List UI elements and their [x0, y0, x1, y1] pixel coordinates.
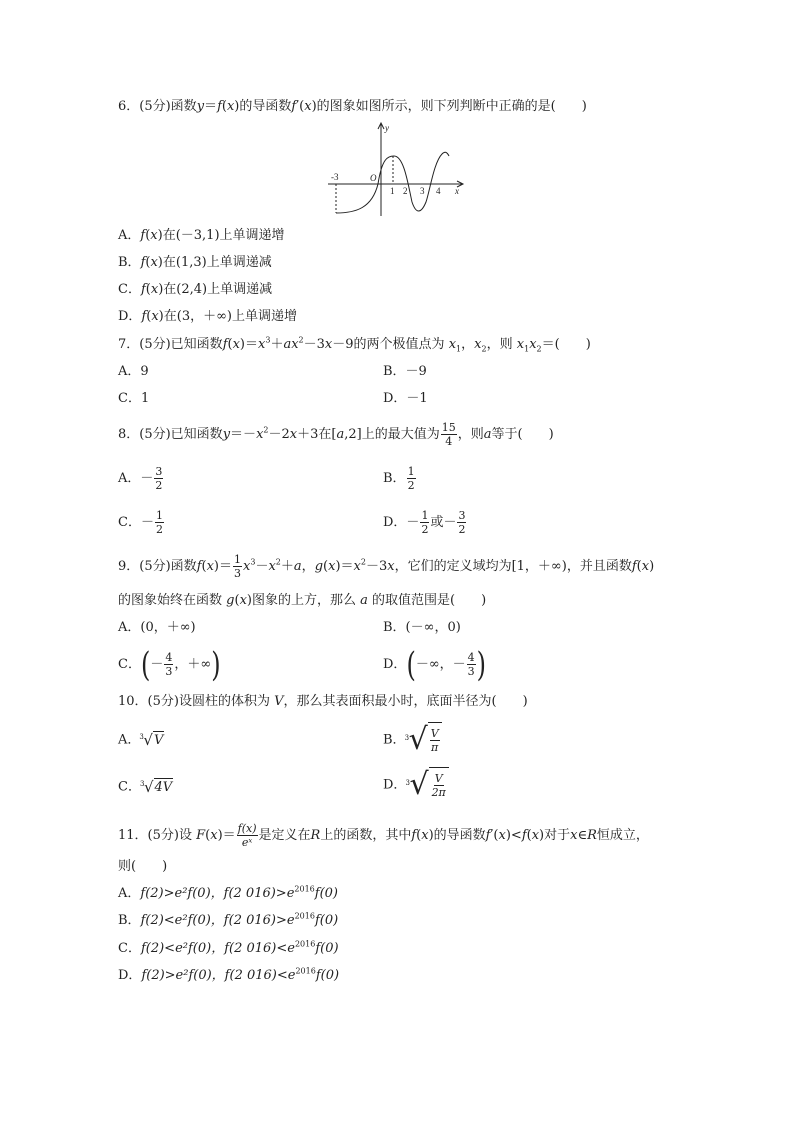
q10-stem: 10．(5分)设圆柱的体积为 V，那么其表面积最小时，底面半径为( ) [118, 694, 528, 709]
q9-option-b[interactable]: B．(－∞，0) [383, 620, 461, 635]
tick-label-3: 3 [420, 186, 425, 196]
q11-option-c[interactable]: C．f(2)<e²f(0)，f(2 $016)<e^{2016}f(0)$ [118, 939, 339, 956]
tick-label-neg3: -3 [331, 172, 339, 182]
tick-label-2: 2 [403, 186, 408, 196]
q7-option-d[interactable]: D．－1 [383, 391, 428, 406]
q10-option-c[interactable]: C． 3 √ 4V [118, 778, 173, 796]
q9-option-a[interactable]: A．(0，＋∞) [118, 620, 196, 635]
derivative-graph [326, 118, 472, 220]
q8-option-d[interactable]: D．－ $\frac{1}{2}$ 或－ $\frac{3}{2}$ [383, 509, 466, 536]
q7-option-a[interactable]: A．9 [118, 364, 149, 379]
q11-option-b[interactable]: B．f(2)<e²f(0)，f(2 $016)>e^{2016}f(0)$ [118, 911, 339, 928]
q7-option-b[interactable]: B．－9 [383, 364, 427, 379]
q6-option-d[interactable]: D．f(x)在(3，＋∞)上单调递增 [118, 309, 297, 324]
q8-stem: 8．(5分)已知函数$y=-x^2-2x+3$在[a,2]上的最大值为 $\frac{15}{4}$ ，则a等于( ) [118, 421, 554, 448]
q11-stem-line2: 则( ) [118, 859, 168, 874]
q11-stem: 11．(5分)设 F(x)＝ $\frac{f(x)}{\text{eˣ}}$ 是定义在R上的函数，其中f(x)的导函数f′(x)<f(x)对于x∈R恒成立， [118, 822, 649, 849]
origin-label: O [370, 173, 377, 183]
y-axis-label: y [385, 123, 389, 133]
tick-label-1: 1 [390, 186, 395, 196]
q9-stem: 9．(5分)函数f(x)＝ $\frac{1}{3}$ $x^3-x^2+a$，$g(x)=x^2-3x$，它们的定义域均为[1，＋∞)，并且函数f(x) [118, 553, 655, 580]
q10-option-b[interactable]: B． 3 √ $\frac{V}{\pi}$ [383, 722, 442, 759]
q6-option-c[interactable]: C．f(x)在(2,4)上单调递减 [118, 282, 273, 297]
q6-option-a[interactable]: A．f(x)在(－3,1)上单调递增 [118, 228, 285, 243]
q6-stem: 6．(5分)函数y＝f(x)的导函数f′(x)的图象如图所示，则下列判断中正确的是( ) [118, 99, 587, 114]
q7-stem: 7．(5分)已知函数$f(x)=x^3+ax^2-3x-9$的两个极值点为 $x_1$，$x_2$，则 $x_1x_2=$( ) [118, 335, 591, 354]
q8-option-b[interactable]: B． $\frac{1}{2}$ [383, 465, 415, 492]
q8-option-a[interactable]: A．－ $\frac{3}{2}$ [118, 465, 163, 492]
q11-option-d[interactable]: D．f(2)>e²f(0)，f(2 $016)<e^{2016}f(0)$ [118, 966, 340, 983]
q10-option-a[interactable]: A． 3 √ V [118, 731, 164, 749]
q9-option-c[interactable]: C．(－ $\frac{4}{3}$ ，＋∞) [118, 644, 221, 685]
q6-option-b[interactable]: B．f(x)在(1,3)上单调递减 [118, 255, 272, 270]
q8-option-c[interactable]: C．－ $\frac{1}{2}$ [118, 509, 163, 536]
tick-label-4: 4 [436, 186, 441, 196]
q9-stem-line2: 的图象始终在函数 g(x)图象的上方，那么 a 的取值范围是( ) [118, 593, 487, 608]
q10-option-d[interactable]: D． 3 √ $\frac{V}{2\pi}$ [383, 767, 449, 804]
q7-option-c[interactable]: C．1 [118, 391, 150, 406]
q11-option-a[interactable]: A．f(2)>e²f(0)，f(2 $016)>e^{2016}f(0)$ [118, 884, 338, 901]
fraction-15-4: $\frac{15}{4}$ [441, 421, 456, 448]
x-axis-label: x [455, 186, 459, 196]
q9-option-d[interactable]: D．(－∞，－ $\frac{4}{3}$ ) [383, 644, 487, 685]
